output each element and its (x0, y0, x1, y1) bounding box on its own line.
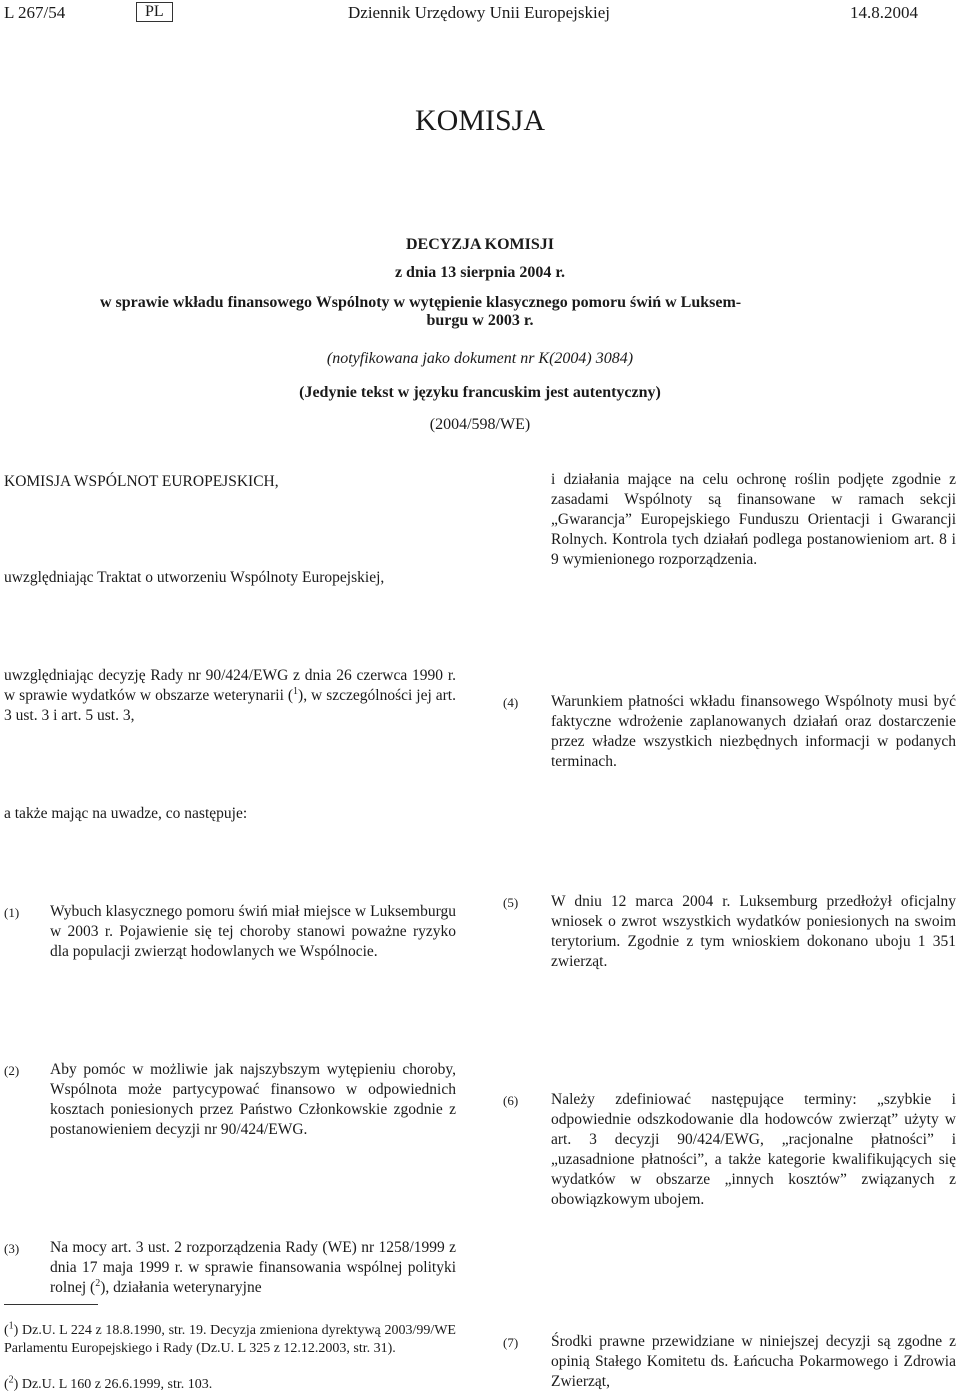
recital-text: Należy zdefiniować następujące terminy: „szybkie i odpowiednie odszkodowanie dla hodowców zwierząt” użyty w art. 3 decyzji 90/424/EWG, „racjonalne płatności” i „uzasadnione płatności”, a także kategorie kwalifikujących się wydatków w obszarze „innych kosztów” związanych z obowiązkowym ubojem. (551, 1091, 956, 1208)
journal-title: Dziennik Urzędowy Unii Europejskiej (348, 3, 611, 22)
notification-note: (notyfikowana jako dokument nr K(2004) 3084) (326, 350, 634, 367)
recital-number: (5) (503, 895, 519, 910)
recital-continuation: i działania mające na celu ochronę roślin podjęte zgodnie z zasadami Wspólnoty są finansowane w ramach sekcji „Gwarancja” Europejskiego Funduszu Orientacji i Gwarancji Rolnych. Kontrola tych działań podlega postanowieniom art. 8 i 9 wymienionego rozporządzenia. (551, 471, 956, 568)
decision-subject-line1: w sprawie wkładu finansowego Wspólnoty w wytępienie klasycznego pomoru świń w Luksem- (100, 294, 742, 311)
recital-text: Aby pomóc w możliwie jak najszybszym wytępieniu choroby, Wspólnota może partycypować finansowo w odpowiednich kosztach poniesionych przez Państwo Członkowskie zgodnie z postanowieniem decyzji nr 90/424/EWG. (50, 1061, 456, 1138)
footnote-mark: 1 (293, 685, 299, 697)
recital-number: (7) (503, 1335, 519, 1350)
language-badge: PL (136, 2, 173, 22)
recital-number: (4) (503, 695, 519, 710)
recital-number: (3) (4, 1241, 20, 1256)
recital-number: (2) (4, 1063, 20, 1078)
footnote-divider (4, 1304, 98, 1305)
institution-heading: KOMISJA (414, 104, 546, 137)
preamble-intro: KOMISJA WSPÓLNOT EUROPEJSKICH, (4, 473, 279, 490)
page-reference: L 267/54 (4, 3, 66, 22)
recital-text: Środki prawne przewidziane w niniejszej decyzji są zgodne z opinią Stałego Komitetu ds. Łańcucha Pokarmowego i Zdrowia Zwierząt, (551, 1333, 956, 1390)
decision-reference: (2004/598/WE) (429, 416, 531, 433)
footnote-mark: 2 (95, 1277, 101, 1289)
publication-date: 14.8.2004 (850, 3, 918, 22)
decision-title: DECYZJA KOMISJI (405, 236, 555, 253)
footnote: ($^2$) Dz.U. L 160 z 26.6.1999, str. 103. (4, 1374, 213, 1392)
decision-subject-line2: burgu w 2003 r. (426, 312, 534, 329)
recital-text: Wybuch klasycznego pomoru świń miał miejsce w Luksemburgu w 2003 r. Pojawienie się tej choroby stanowi poważne ryzyko dla populacji zwierząt hodowlanych we Wspólnocie. (50, 903, 456, 960)
authentic-language-note: (Jedynie tekst w języku francuskim jest autentyczny) (299, 384, 661, 401)
recital-text: Na mocy art. 3 ust. 2 rozporządzenia Rady (WE) nr 1258/1999 z dnia 17 maja 1999 r. w sprawie finansowania wspólnej polityki rolnej ($^2$), działania weterynaryjne (50, 1239, 456, 1296)
recital-text: W dniu 12 marca 2004 r. Luksemburg przedłożył oficjalny wniosek o zwrot wszystkich wydatków poniesionych na swoim terytorium. Zgodnie z tym wnioskiem dokonano uboju 1 351 zwierząt. (551, 893, 956, 970)
whereas-intro: a także mając na uwadze, co następuje: (4, 805, 248, 822)
decision-date: z dnia 13 sierpnia 2004 r. (394, 264, 566, 281)
recital-text: Warunkiem płatności wkładu finansowego Wspólnoty musi być faktyczne wdrożenie zaplanowanych działań oraz dostarczenie przez władze wszystkich niezbędnych informacji w podanych terminach. (551, 693, 956, 770)
recital-number: (6) (503, 1093, 519, 1108)
having-regard-treaty: uwzględniając Traktat o utworzeniu Wspólnoty Europejskiej, (4, 569, 385, 586)
having-regard-decision: uwzględniając decyzję Rady nr 90/424/EWG z dnia 26 czerwca 1990 r. w sprawie wydatków w obszarze weterynarii ($^1$), w szczególności jej art. 3 ust. 3 i art. 5 ust. 3, (4, 667, 456, 724)
footnote: ($^1$) Dz.U. L 224 z 18.8.1990, str. 19. Decyzja zmieniona dyrektywą 2003/99/WE Parlamentu Europejskiego i Rady (Dz.U. L 325 z 12.12.2003, str. 31). (4, 1320, 456, 1356)
recital-number: (1) (4, 905, 20, 920)
